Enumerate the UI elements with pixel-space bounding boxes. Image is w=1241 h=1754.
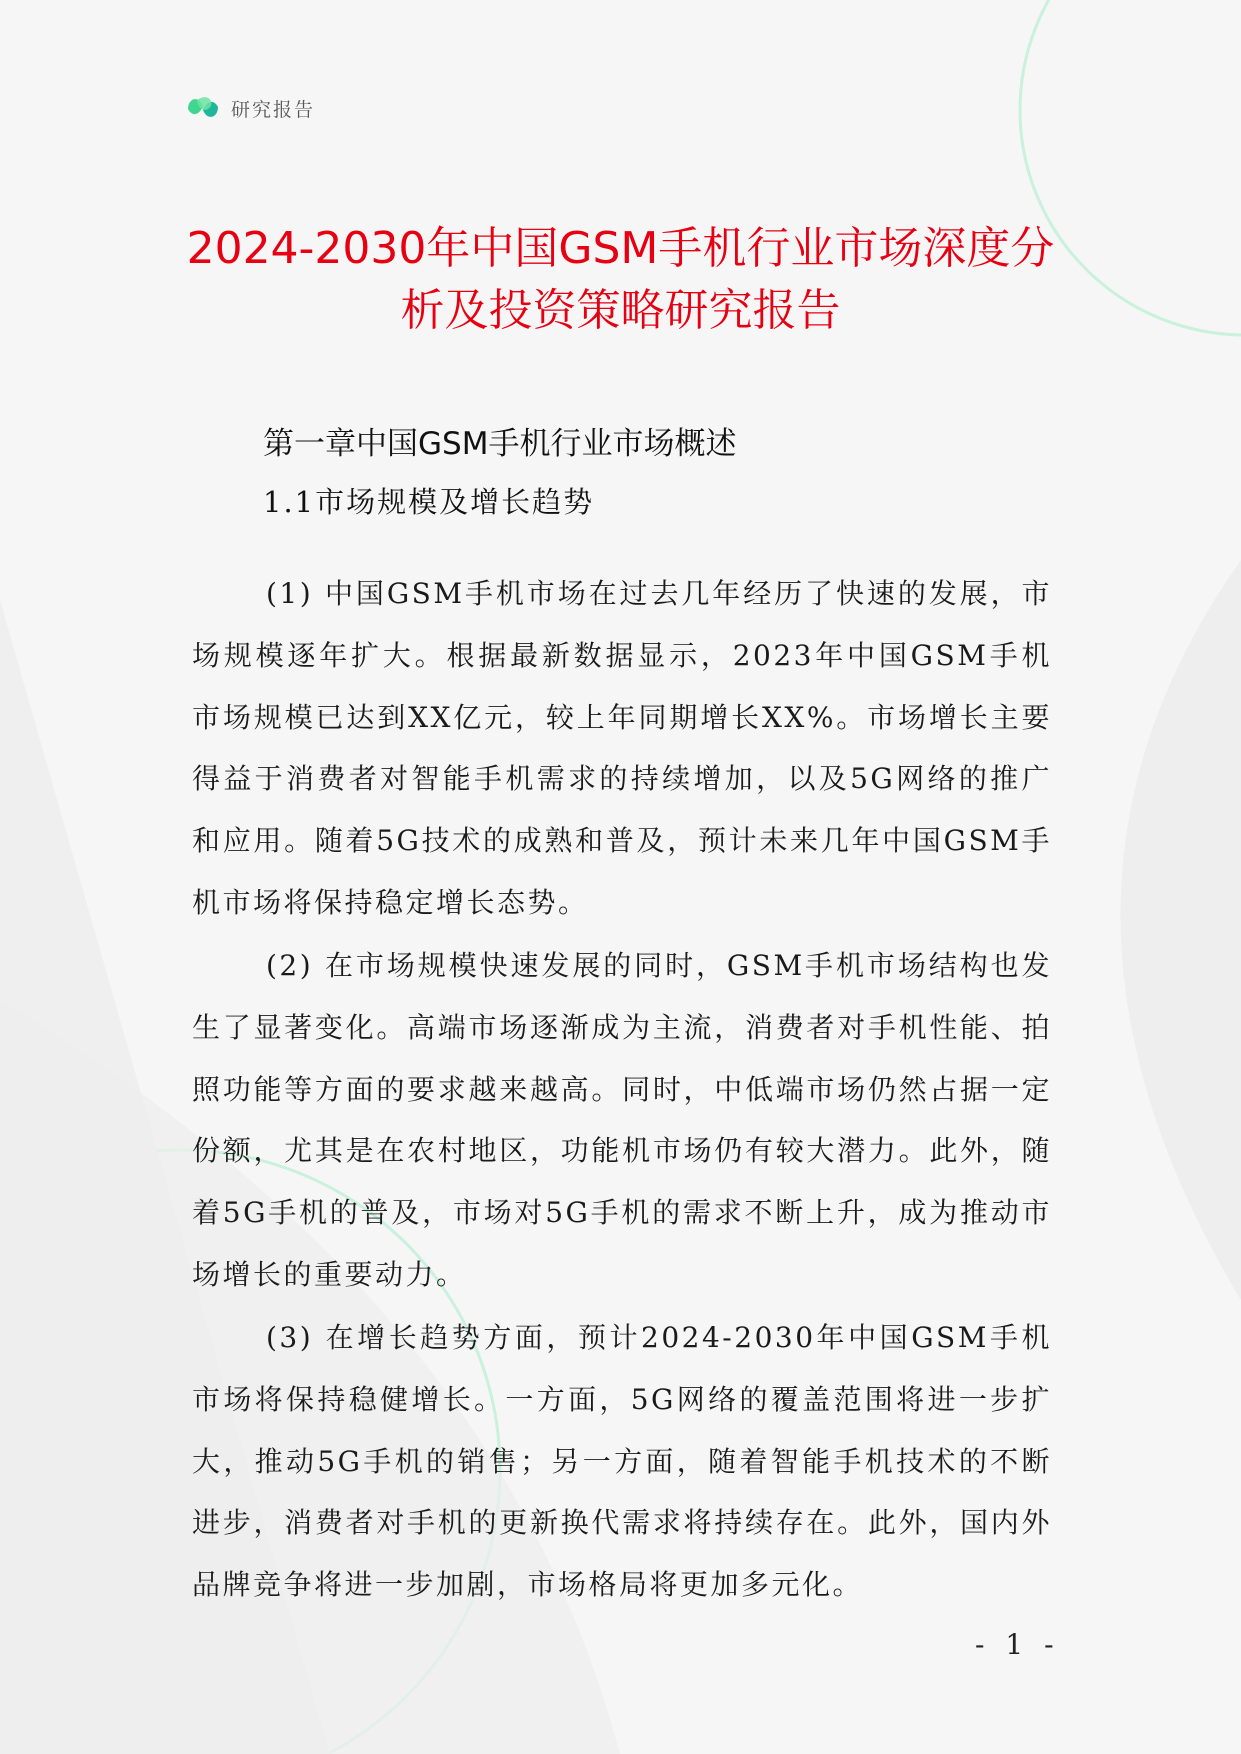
page-number: - 1 -: [975, 1628, 1060, 1661]
title-line-1: 2024-2030年中国GSM手机行业市场深度分: [186, 223, 1055, 274]
paragraph-2: (2) 在市场规模快速发展的同时，GSM手机市场结构也发生了显著变化。高端市场逐渐成为主流，消费者对手机性能、拍照功能等方面的要求越来越高。同时，中低端市场仍然占据一定份额，尤其是在农村地区，功能机市场仍有较大潜力。此外，随着5G手机的普及，市场对5G手机的需求不断上升，成为推动市场增长的重要动力。: [192, 949, 1052, 1291]
section-heading: 1.1市场规模及增长趋势: [263, 485, 595, 519]
title-line-2: 析及投资策略研究报告: [400, 285, 841, 336]
chapter-heading: 第一章中国GSM手机行业市场概述: [263, 426, 737, 462]
leaf-logo-icon: [185, 90, 221, 126]
paragraph-1: (1) 中国GSM手机市场在过去几年经历了快速的发展，市场规模逐年扩大。根据最新数据显示，2023年中国GSM手机市场规模已达到XX亿元，较上年同期增长XX%。市场增长主要得益于消费者对智能手机需求的持续增加，以及5G网络的推广和应用。随着5G技术的成熟和普及，预计未来几年中国GSM手机市场将保持稳定增长态势。: [192, 577, 1052, 919]
page-header: [185, 88, 315, 128]
report-title: [150, 218, 1091, 342]
paragraph-3: (3) 在增长趋势方面，预计2024-2030年中国GSM手机市场将保持稳健增长。一方面，5G网络的覆盖范围将进一步扩大，推动5G手机的销售；另一方面，随着智能手机技术的不断进步，消费者对手机的更新换代需求将持续存在。此外，国内外品牌竞争将进一步加剧，市场格局将更加多元化。: [192, 1321, 1052, 1602]
header-label: 研究报告: [231, 98, 316, 121]
